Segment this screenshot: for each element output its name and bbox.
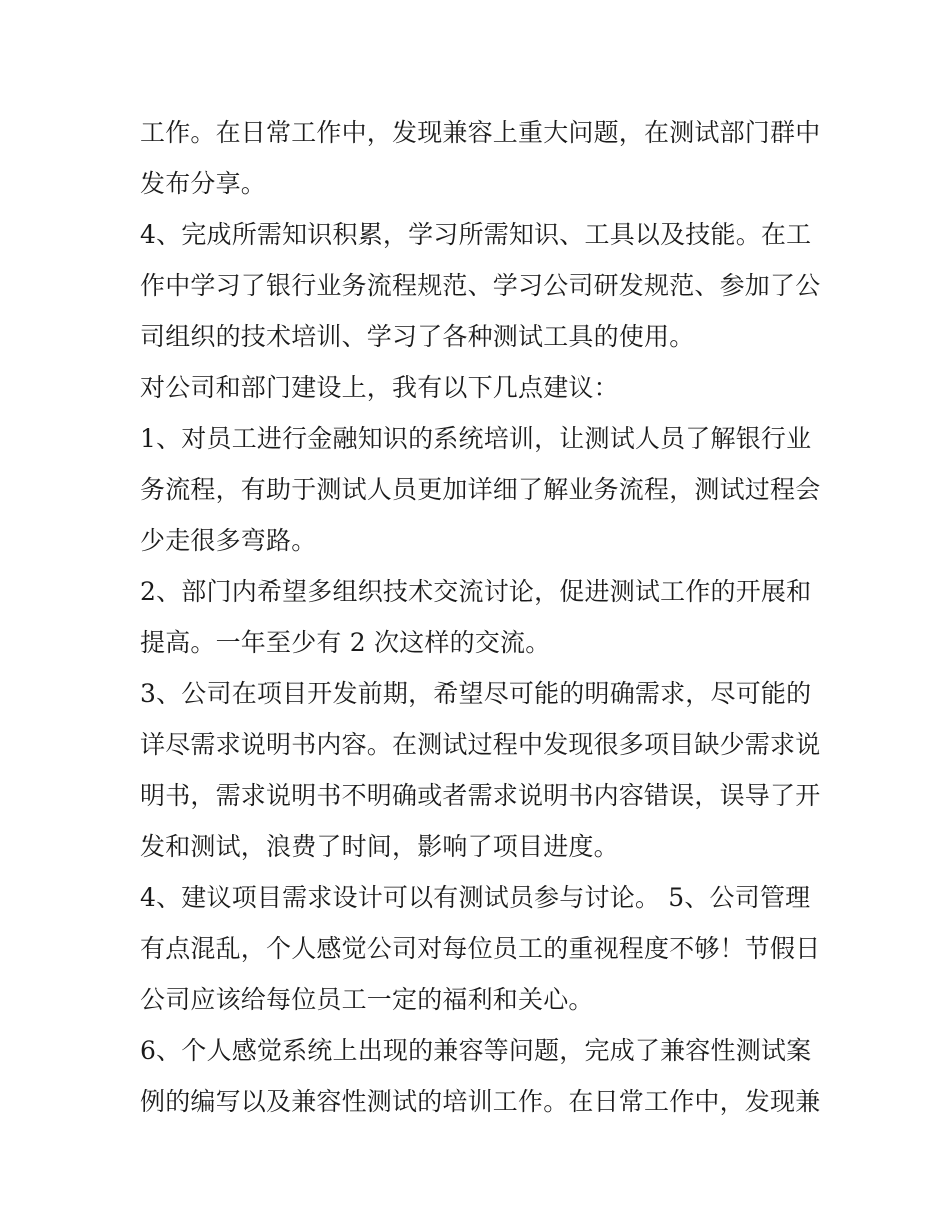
text-line: 司组织的技术培训、学习了各种测试工具的使用。	[140, 322, 695, 351]
text-line: 4、完成所需知识积累，学习所需知识、工具以及技能。在工	[140, 220, 812, 249]
text-line: 详尽需求说明书内容。在测试过程中发现很多项目缺少需求说	[140, 730, 821, 759]
text-line: 提高。一年至少有 2 次这样的交流。	[140, 628, 551, 657]
text-line: 1、对员工进行金融知识的系统培训，让测试人员了解银行业	[140, 424, 812, 453]
text-line: 作中学习了银行业务流程规范、学习公司研发规范、参加了公	[140, 271, 821, 300]
text-line: 发和测试，浪费了时间，影响了项目进度。	[140, 832, 619, 861]
text-line: 对公司和部门建设上，我有以下几点建议：	[140, 373, 619, 402]
text-line: 公司应该给每位员工一定的福利和关心。	[140, 985, 594, 1014]
text-line: 务流程，有助于测试人员更加详细了解业务流程，测试过程会	[140, 475, 821, 504]
text-line: 2、部门内希望多组织技术交流讨论，促进测试工作的开展和	[140, 577, 812, 606]
text-line: 3、公司在项目开发前期，希望尽可能的明确需求，尽可能的	[140, 679, 812, 708]
text-line: 6、个人感觉系统上出现的兼容等问题，完成了兼容性测试案	[140, 1036, 812, 1065]
document-body	[140, 107, 820, 1127]
text-line: 发布分享。	[140, 169, 267, 198]
text-line: 有点混乱，个人感觉公司对每位员工的重视程度不够！节假日	[140, 934, 821, 963]
text-line: 例的编写以及兼容性测试的培训工作。在日常工作中，发现兼	[140, 1087, 821, 1116]
text-line: 4、建议项目需求设计可以有测试员参与讨论。 5、公司管理	[140, 883, 811, 912]
text-line: 明书，需求说明书不明确或者需求说明书内容错误，误导了开	[140, 781, 821, 810]
text-line: 少走很多弯路。	[140, 526, 317, 555]
text-line: 工作。在日常工作中，发现兼容上重大问题，在测试部门群中	[140, 118, 821, 147]
